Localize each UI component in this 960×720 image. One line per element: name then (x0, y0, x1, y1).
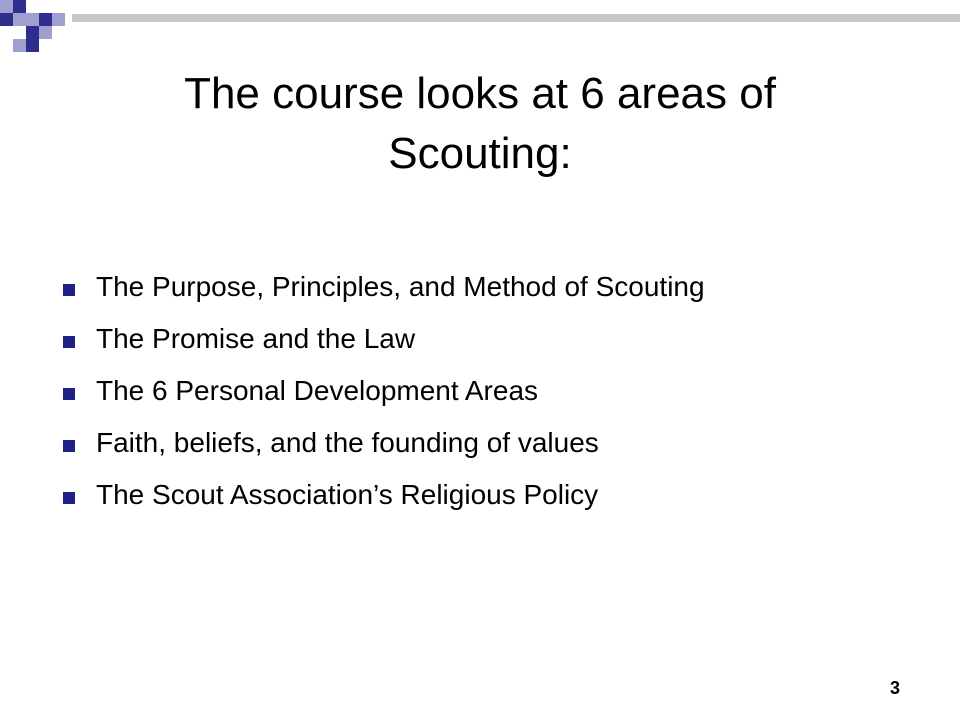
header-square-light-3 (26, 13, 39, 26)
header-square-dark-5 (26, 39, 39, 52)
header-gray-bar (72, 14, 960, 22)
bullet-item (56, 268, 856, 306)
header-square-dark-3 (39, 13, 52, 26)
header-square-light-2 (13, 13, 26, 26)
slide-title: The course looks at 6 areas of Scouting: (184, 69, 776, 178)
header-decoration (0, 0, 960, 60)
bullet-item (56, 476, 856, 514)
bullet-text: The Purpose, Principles, and Method of Scouting (96, 271, 705, 302)
square-bullet-icon (63, 336, 75, 348)
header-square-light-4 (52, 13, 65, 26)
square-bullet-icon (63, 284, 75, 296)
square-bullet-icon (63, 440, 75, 452)
header-square-dark-1 (13, 0, 26, 13)
square-bullet-icon (63, 492, 75, 504)
bullet-text: The Scout Association’s Religious Policy (96, 479, 599, 510)
header-square-light-1 (0, 0, 13, 13)
bullet-text: The 6 Personal Development Areas (96, 375, 539, 406)
bullet-item (56, 424, 856, 462)
header-square-light-6 (13, 39, 26, 52)
bullet-item (56, 372, 856, 410)
square-bullet-icon (63, 388, 75, 400)
header-square-dark-4 (26, 26, 39, 39)
bullet-text: The Promise and the Law (96, 323, 416, 354)
page-number: 3 (889, 678, 900, 698)
bullet-text: Faith, beliefs, and the founding of values (96, 427, 599, 458)
header-square-light-5 (39, 26, 52, 39)
bullet-item (56, 320, 856, 358)
header-square-dark-2 (0, 13, 13, 26)
bullet-list (56, 268, 856, 528)
